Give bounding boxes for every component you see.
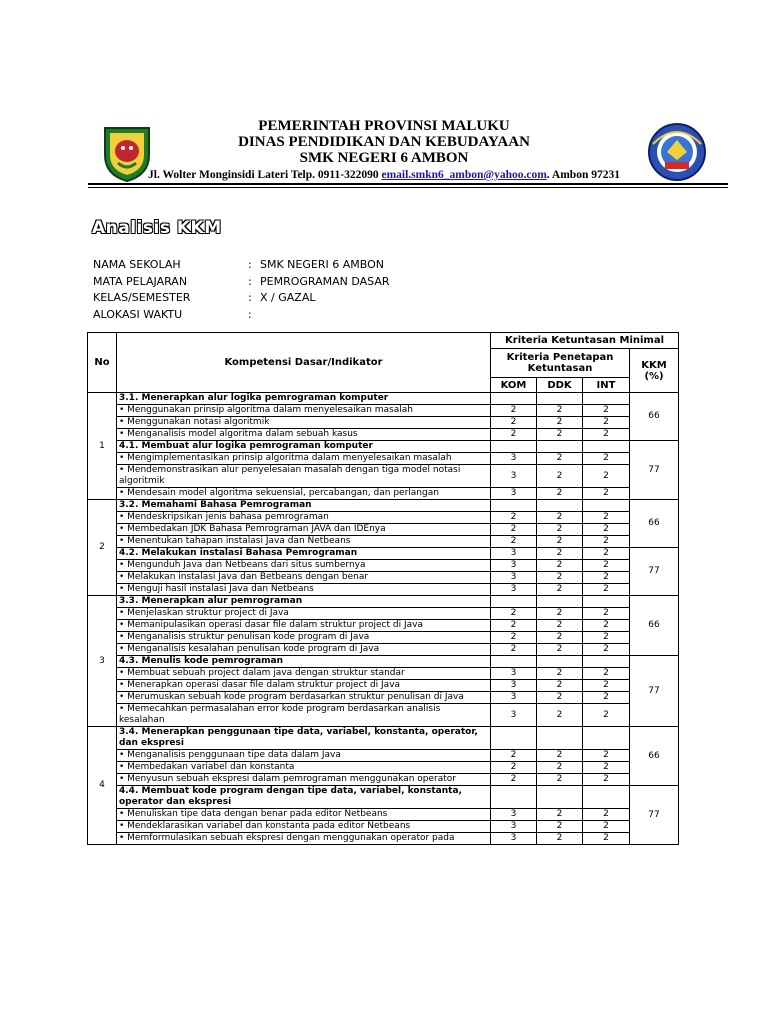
- ddk-value: 2: [537, 762, 583, 774]
- kom-value: 2: [491, 417, 537, 429]
- info-row: [93, 307, 390, 324]
- kom-value: [491, 656, 537, 668]
- kkm-value: 77: [630, 656, 679, 727]
- ddk-value: 2: [537, 453, 583, 465]
- document-title: Analisis KKM: [92, 218, 222, 238]
- kom-value: 3: [491, 572, 537, 584]
- kom-value: 2: [491, 632, 537, 644]
- kom-value: 2: [491, 536, 537, 548]
- row-number: 1: [88, 393, 117, 500]
- int-value: 2: [583, 809, 630, 821]
- letterhead-rule-thin: [88, 187, 728, 188]
- int-value: 2: [583, 524, 630, 536]
- kom-value: [491, 786, 537, 809]
- ddk-value: 2: [537, 644, 583, 656]
- kd-title: 3.3. Menerapkan alur pemrograman: [117, 596, 491, 608]
- header-no: No: [88, 333, 117, 393]
- kd-row: [88, 656, 679, 668]
- indicator-row: [88, 465, 679, 488]
- int-value: 2: [583, 560, 630, 572]
- ddk-value: 2: [537, 488, 583, 500]
- info-label: MATA PELAJARAN: [93, 274, 188, 288]
- kom-value: [491, 596, 537, 608]
- indicator-text: • Menggunakan notasi algoritmik: [117, 417, 491, 429]
- ddk-value: 2: [537, 524, 583, 536]
- kom-value: 3: [491, 692, 537, 704]
- school-name: SMK NEGERI 6 AMBON: [299, 150, 469, 166]
- int-value: [583, 393, 630, 405]
- ddk-value: [537, 441, 583, 453]
- table-body: [88, 393, 679, 845]
- kd-title: 4.3. Menulis kode pemrograman: [117, 656, 491, 668]
- kom-value: 3: [491, 584, 537, 596]
- indicator-text: • Menganalisis kesalahan penulisan kode program di Java: [117, 644, 491, 656]
- info-value: X / GAZAL: [260, 291, 316, 304]
- indicator-row: [88, 608, 679, 620]
- int-value: 2: [583, 821, 630, 833]
- indicator-row: [88, 692, 679, 704]
- indicator-text: • Menuliskan tipe data dengan benar pada editor Netbeans: [117, 809, 491, 821]
- info-label: KELAS/SEMESTER: [93, 291, 191, 304]
- indicator-text: • Membedakan variabel dan konstanta: [117, 762, 491, 774]
- kd-title: 4.2. Melakukan instalasi Bahasa Pemrograman: [117, 548, 491, 560]
- kom-value: 2: [491, 405, 537, 417]
- indicator-text: • Menganalisis struktur penulisan kode program di Java: [117, 632, 491, 644]
- int-value: 2: [583, 572, 630, 584]
- indicator-row: [88, 704, 679, 727]
- indicator-row: [88, 620, 679, 632]
- int-value: 2: [583, 548, 630, 560]
- ddk-value: 2: [537, 680, 583, 692]
- indicator-row: [88, 453, 679, 465]
- ddk-value: 2: [537, 692, 583, 704]
- indicator-text: • Menggunakan prinsip algoritma dalam menyelesaikan masalah: [117, 405, 491, 417]
- kd-title: 3.1. Menerapkan alur logika pemrograman komputer: [117, 393, 491, 405]
- kkm-value: 66: [630, 393, 679, 441]
- indicator-text: • Mendeklarasikan variabel dan konstanta pada editor Netbeans: [117, 821, 491, 833]
- indicator-text: • Membuat sebuah project dalam java dengan struktur standar: [117, 668, 491, 680]
- int-value: [583, 441, 630, 453]
- indicator-text: • Menganalisis model algoritma dalam sebuah kasus: [117, 429, 491, 441]
- indicator-row: [88, 512, 679, 524]
- kom-value: 3: [491, 453, 537, 465]
- kkm-value: 66: [630, 500, 679, 548]
- ddk-value: [537, 596, 583, 608]
- indicator-text: • Mendemonstrasikan alur penyelesaian masalah dengan tiga model notasi algoritmik: [117, 465, 491, 488]
- kd-row: [88, 596, 679, 608]
- province-name: PEMERINTAH PROVINSI MALUKU: [258, 118, 510, 134]
- int-value: 2: [583, 774, 630, 786]
- info-label: NAMA SEKOLAH: [93, 258, 181, 271]
- info-row: [93, 257, 390, 274]
- ddk-value: [537, 786, 583, 809]
- indicator-row: [88, 417, 679, 429]
- indicator-row: [88, 429, 679, 441]
- info-row: [93, 274, 390, 291]
- kom-value: 3: [491, 548, 537, 560]
- int-value: [583, 596, 630, 608]
- indicator-text: • Menyusun sebuah ekspresi dalam pemrograman menggunakan operator: [117, 774, 491, 786]
- kom-value: 2: [491, 429, 537, 441]
- row-number: 3: [88, 596, 117, 727]
- int-value: 2: [583, 608, 630, 620]
- kom-value: 3: [491, 704, 537, 727]
- kd-row: [88, 727, 679, 750]
- indicator-row: [88, 774, 679, 786]
- info-colon: :: [248, 291, 252, 304]
- kd-row: [88, 500, 679, 512]
- indicator-row: [88, 524, 679, 536]
- ddk-value: 2: [537, 620, 583, 632]
- kkm-value: 77: [630, 441, 679, 500]
- ddk-value: 2: [537, 833, 583, 845]
- ddk-value: 2: [537, 548, 583, 560]
- info-row: [93, 290, 390, 307]
- ddk-value: 2: [537, 821, 583, 833]
- kom-value: 2: [491, 524, 537, 536]
- kom-value: 2: [491, 620, 537, 632]
- indicator-text: • Merumuskan sebuah kode program berdasarkan struktur penulisan di Java: [117, 692, 491, 704]
- ddk-value: 2: [537, 536, 583, 548]
- kkm-value: 66: [630, 727, 679, 786]
- header-kriteria: Kriteria Ketuntasan Minimal: [491, 333, 679, 349]
- int-value: 2: [583, 632, 630, 644]
- header-penetapan: Kriteria Penetapan Ketuntasan: [491, 349, 630, 378]
- ddk-value: [537, 656, 583, 668]
- indicator-text: • Menguji hasil instalasi Java dan Netbeans: [117, 584, 491, 596]
- kom-value: 3: [491, 809, 537, 821]
- address-prefix: Jl. Wolter Monginsidi Lateri Telp. 0911-322090: [148, 169, 382, 181]
- int-value: 2: [583, 512, 630, 524]
- int-value: 2: [583, 620, 630, 632]
- kom-value: [491, 393, 537, 405]
- info-value: SMK NEGERI 6 AMBON: [260, 258, 384, 271]
- kd-title: 3.4. Menerapkan penggunaan tipe data, variabel, konstanta, operator, dan ekspresi: [117, 727, 491, 750]
- kom-value: 2: [491, 512, 537, 524]
- kom-value: 3: [491, 680, 537, 692]
- int-value: 2: [583, 488, 630, 500]
- ddk-value: 2: [537, 632, 583, 644]
- ddk-value: 2: [537, 429, 583, 441]
- indicator-row: [88, 668, 679, 680]
- ddk-value: 2: [537, 668, 583, 680]
- address-suffix: . Ambon 97231: [546, 169, 620, 181]
- ddk-value: [537, 393, 583, 405]
- kd-title: 3.2. Memahami Bahasa Pemrograman: [117, 500, 491, 512]
- ddk-value: [537, 727, 583, 750]
- indicator-text: • Membedakan JDK Bahasa Pemrograman JAVA dan IDEnya: [117, 524, 491, 536]
- int-value: 2: [583, 680, 630, 692]
- letterhead: [0, 118, 768, 182]
- ddk-value: 2: [537, 512, 583, 524]
- school-info: [93, 257, 390, 323]
- ddk-value: 2: [537, 417, 583, 429]
- int-value: 2: [583, 668, 630, 680]
- indicator-text: • Mendeskripsikan jenis bahasa pemrograman: [117, 512, 491, 524]
- kd-title: 4.1. Membuat alur logika pemrograman komputer: [117, 441, 491, 453]
- row-number: 2: [88, 500, 117, 596]
- letterhead-rule-thick: [88, 183, 728, 185]
- kom-value: [491, 441, 537, 453]
- int-value: 2: [583, 762, 630, 774]
- int-value: 2: [583, 692, 630, 704]
- kom-value: 3: [491, 465, 537, 488]
- int-value: [583, 656, 630, 668]
- info-label: ALOKASI WAKTU: [93, 307, 183, 321]
- indicator-text: • Mendesain model algoritma sekuensial, percabangan, dan perlangan: [117, 488, 491, 500]
- kom-value: 3: [491, 488, 537, 500]
- int-value: 2: [583, 644, 630, 656]
- ddk-value: 2: [537, 465, 583, 488]
- indicator-row: [88, 833, 679, 845]
- info-colon: :: [248, 274, 252, 288]
- indicator-row: [88, 762, 679, 774]
- int-value: 2: [583, 429, 630, 441]
- int-value: 2: [583, 405, 630, 417]
- ddk-value: 2: [537, 405, 583, 417]
- header-int: INT: [583, 378, 630, 393]
- ddk-value: 2: [537, 774, 583, 786]
- kkm-value: 77: [630, 786, 679, 845]
- int-value: [583, 727, 630, 750]
- indicator-text: • Memanipulasikan operasi dasar file dalam struktur project di Java: [117, 620, 491, 632]
- indicator-text: • Mengimplementasikan prinsip algoritma dalam menyelesaikan masalah: [117, 453, 491, 465]
- int-value: 2: [583, 584, 630, 596]
- int-value: 2: [583, 465, 630, 488]
- header-kd: Kompetensi Dasar/Indikator: [117, 333, 491, 393]
- indicator-row: [88, 488, 679, 500]
- indicator-row: [88, 560, 679, 572]
- info-colon: :: [248, 258, 252, 271]
- department-name: DINAS PENDIDIKAN DAN KEBUDAYAAN: [238, 134, 530, 150]
- indicator-text: • Mengunduh Java dan Netbeans dari situs sumbernya: [117, 560, 491, 572]
- kom-value: 2: [491, 774, 537, 786]
- indicator-text: • Memformulasikan sebuah ekspresi dengan menggunakan operator pada: [117, 833, 491, 845]
- kom-value: [491, 727, 537, 750]
- ddk-value: [537, 500, 583, 512]
- indicator-row: [88, 644, 679, 656]
- indicator-row: [88, 632, 679, 644]
- indicator-row: [88, 821, 679, 833]
- info-colon: :: [248, 307, 252, 321]
- kom-value: [491, 500, 537, 512]
- int-value: 2: [583, 417, 630, 429]
- int-value: 2: [583, 833, 630, 845]
- ddk-value: 2: [537, 809, 583, 821]
- indicator-text: • Memecahkan permasalahan error kode program berdasarkan analisis kesalahan: [117, 704, 491, 727]
- indicator-text: • Melakukan instalasi Java dan Betbeans dengan benar: [117, 572, 491, 584]
- int-value: 2: [583, 536, 630, 548]
- indicator-text: • Menerapkan operasi dasar file dalam struktur project di Java: [117, 680, 491, 692]
- kd-row: [88, 786, 679, 809]
- indicator-row: [88, 680, 679, 692]
- ddk-value: 2: [537, 572, 583, 584]
- indicator-row: [88, 536, 679, 548]
- school-address: [0, 168, 768, 182]
- kom-value: 3: [491, 668, 537, 680]
- kd-row: [88, 393, 679, 405]
- kkm-value: 77: [630, 548, 679, 596]
- kom-value: 2: [491, 608, 537, 620]
- kom-value: 2: [491, 644, 537, 656]
- indicator-row: [88, 584, 679, 596]
- kd-row: [88, 441, 679, 453]
- indicator-row: [88, 750, 679, 762]
- int-value: 2: [583, 704, 630, 727]
- kd-row: [88, 548, 679, 560]
- ddk-value: 2: [537, 584, 583, 596]
- header-ddk: DDK: [537, 378, 583, 393]
- indicator-text: • Menjelaskan struktur project di Java: [117, 608, 491, 620]
- header-kkm: KKM (%): [630, 349, 679, 393]
- ddk-value: 2: [537, 608, 583, 620]
- int-value: [583, 786, 630, 809]
- kom-value: 3: [491, 833, 537, 845]
- int-value: 2: [583, 453, 630, 465]
- int-value: [583, 500, 630, 512]
- indicator-text: • Menganalisis penggunaan tipe data dalam Java: [117, 750, 491, 762]
- int-value: 2: [583, 750, 630, 762]
- indicator-row: [88, 405, 679, 417]
- info-value: PEMROGRAMAN DASAR: [260, 274, 390, 288]
- kom-value: 2: [491, 750, 537, 762]
- kom-value: 3: [491, 821, 537, 833]
- kkm-table: [87, 332, 679, 845]
- indicator-text: • Menentukan tahapan instalasi Java dan Netbeans: [117, 536, 491, 548]
- indicator-row: [88, 809, 679, 821]
- kom-value: 2: [491, 762, 537, 774]
- ddk-value: 2: [537, 750, 583, 762]
- kkm-value: 66: [630, 596, 679, 656]
- row-number: 4: [88, 727, 117, 845]
- kom-value: 3: [491, 560, 537, 572]
- ddk-value: 2: [537, 704, 583, 727]
- email-link[interactable]: email.smkn6_ambon@yahoo.com: [381, 169, 547, 181]
- indicator-row: [88, 572, 679, 584]
- ddk-value: 2: [537, 560, 583, 572]
- kd-title: 4.4. Membuat kode program dengan tipe data, variabel, konstanta, operator dan ekspresi: [117, 786, 491, 809]
- header-kom: KOM: [491, 378, 537, 393]
